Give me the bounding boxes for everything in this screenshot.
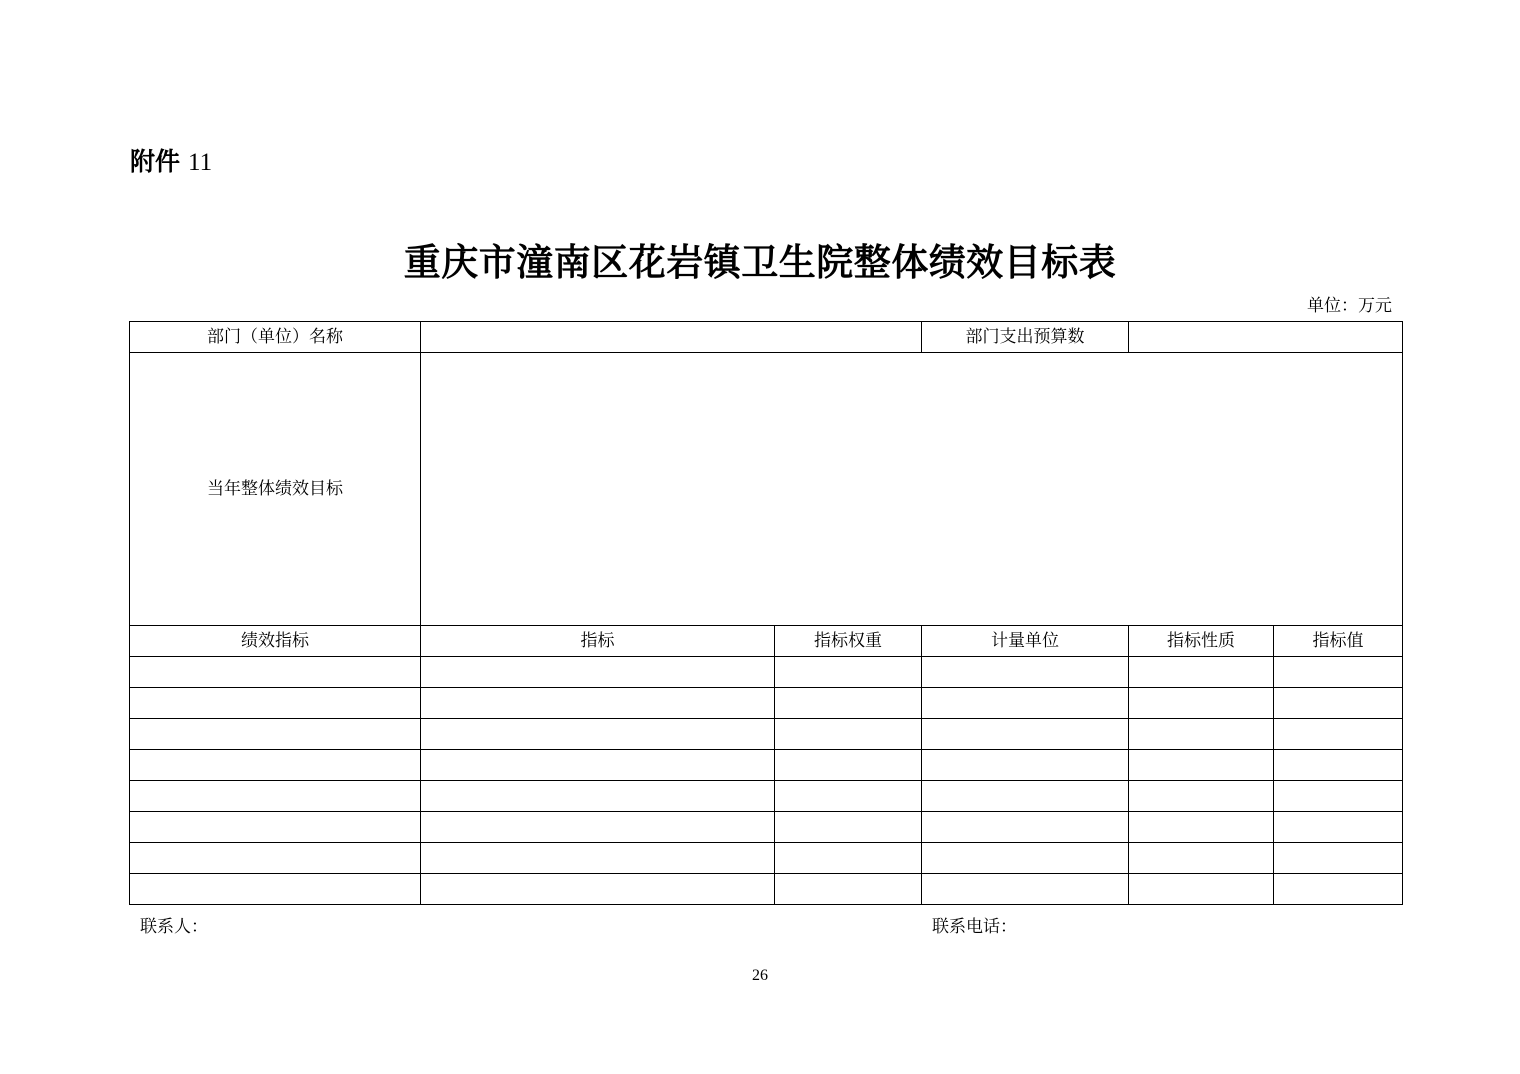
attachment-text: 附件: [130, 147, 181, 176]
table-cell: [1274, 781, 1403, 812]
table-row: [130, 843, 1403, 874]
table-row: [130, 874, 1403, 905]
dept-info-row: [130, 322, 1403, 353]
table-cell: [922, 812, 1129, 843]
table-row: [130, 719, 1403, 750]
table-cell: [421, 781, 775, 812]
annual-goal-row: [130, 353, 1403, 626]
table-cell: [1274, 843, 1403, 874]
table-cell: [1274, 750, 1403, 781]
table-row: [130, 812, 1403, 843]
table-cell: [1129, 657, 1274, 688]
table-cell: [130, 781, 421, 812]
table-row: [130, 750, 1403, 781]
table-cell: [922, 657, 1129, 688]
indicator-header-row: [130, 626, 1403, 657]
table-cell: [421, 719, 775, 750]
table-cell: [922, 750, 1129, 781]
header-indicator-nature: 指标性质: [1129, 626, 1274, 657]
table-cell: [1129, 812, 1274, 843]
table-cell: [130, 688, 421, 719]
table-cell: [922, 719, 1129, 750]
table-cell: [130, 843, 421, 874]
budget-label: 部门支出预算数: [922, 322, 1129, 353]
table-cell: [922, 688, 1129, 719]
table-cell: [775, 719, 922, 750]
annual-goal-value: [421, 353, 1403, 626]
header-measurement-unit: 计量单位: [922, 626, 1129, 657]
contact-person-label: 联系人：: [140, 917, 208, 937]
table-cell: [1274, 874, 1403, 905]
dept-name-value: [421, 322, 922, 353]
table-cell: [421, 874, 775, 905]
dept-name-label: 部门（单位）名称: [130, 322, 421, 353]
header-indicator-value: 指标值: [1274, 626, 1403, 657]
table-cell: [130, 657, 421, 688]
table-cell: [130, 750, 421, 781]
table-row: [130, 688, 1403, 719]
table-cell: [130, 719, 421, 750]
contact-phone-label: 联系电话：: [932, 917, 1017, 937]
table-cell: [1129, 719, 1274, 750]
table-row: [130, 781, 1403, 812]
header-indicator: 指标: [421, 626, 775, 657]
table-cell: [1129, 874, 1274, 905]
table-cell: [421, 688, 775, 719]
attachment-label: [130, 144, 212, 181]
attachment-number: 11: [188, 149, 213, 176]
table-cell: [1274, 719, 1403, 750]
page-title: 重庆市潼南区花岩镇卫生院整体绩效目标表: [403, 240, 1117, 284]
table-cell: [1274, 688, 1403, 719]
table-cell: [130, 812, 421, 843]
table-cell: [775, 874, 922, 905]
table-cell: [775, 781, 922, 812]
annual-goal-label: 当年整体绩效目标: [130, 353, 421, 626]
budget-value: [1129, 322, 1403, 353]
table-cell: [775, 812, 922, 843]
table-cell: [922, 843, 1129, 874]
table-cell: [1129, 750, 1274, 781]
header-performance-indicator: 绩效指标: [130, 626, 421, 657]
table-cell: [421, 657, 775, 688]
table-cell: [775, 688, 922, 719]
table-cell: [922, 781, 1129, 812]
page-number: 26: [752, 967, 768, 984]
table-cell: [775, 657, 922, 688]
table-cell: [1274, 657, 1403, 688]
table-cell: [130, 874, 421, 905]
table-cell: [1129, 781, 1274, 812]
table-cell: [775, 750, 922, 781]
table-cell: [1274, 812, 1403, 843]
table-cell: [421, 750, 775, 781]
table-cell: [1129, 843, 1274, 874]
unit-label: 单位：万元: [1307, 296, 1392, 316]
header-indicator-weight: 指标权重: [775, 626, 922, 657]
table-row: [130, 657, 1403, 688]
table-cell: [421, 843, 775, 874]
table-cell: [775, 843, 922, 874]
table-cell: [421, 812, 775, 843]
table-cell: [1129, 688, 1274, 719]
performance-goal-table: [129, 321, 1403, 905]
table-cell: [922, 874, 1129, 905]
